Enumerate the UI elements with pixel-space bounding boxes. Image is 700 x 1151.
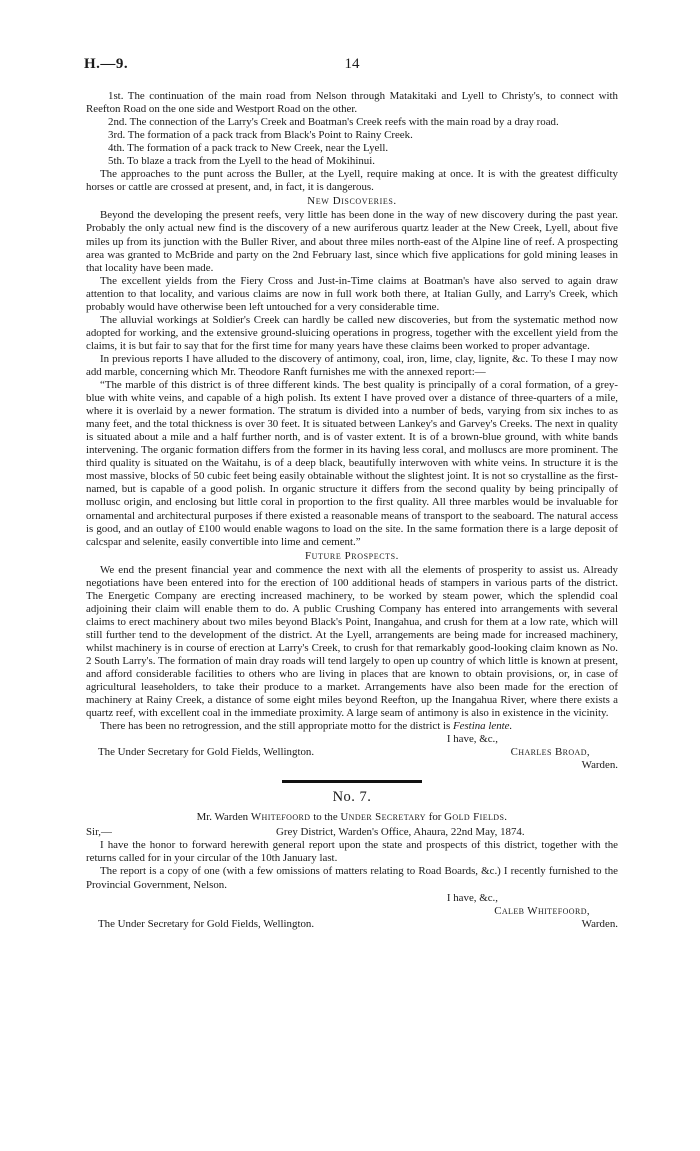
report-reference: H.—9. <box>84 56 129 72</box>
signature-row-1 <box>86 733 618 746</box>
section-heading-future-prospects: Future Prospects. <box>305 549 399 562</box>
signatory-title: Warden. <box>581 759 618 772</box>
closing-text: There has been no retrogression, and the still appropriate motto for the district is <box>100 720 453 733</box>
addressee: The Under Secretary for Gold Fields, Wellington. <box>98 917 315 930</box>
letter-paragraph: The report is a copy of one (with a few omissions of matters relating to Road Boards, &c.) I recently furnished to the Provincial Government, Nelson. <box>86 865 618 891</box>
closing-sentence <box>86 720 618 733</box>
road-item-4: 4th. The formation of a pack track to New Creek, near the Lyell. <box>108 142 389 155</box>
salutation: Sir,— <box>86 826 112 839</box>
new-discoveries-paragraph: The excellent yields from the Fiery Cross and Just-in-Time claims at Boatman's have also served to again draw attention to that locality, and various claims are now in full work both there, at Italian Gully, and Larry's Creek, which probably would have otherwise been left untouched for a very considerable time. <box>86 274 618 313</box>
place-date: Grey District, Warden's Office, Ahaura, 22nd May, 1874. <box>276 826 525 839</box>
section-heading-new-discoveries: New Discoveries. <box>307 195 397 208</box>
motto: Festina lente. <box>452 720 513 733</box>
warden-name: Whitefoord <box>250 811 311 824</box>
addressee: The Under Secretary for Gold Fields, Wellington. <box>98 746 315 759</box>
section-divider <box>282 780 422 783</box>
letter-title-part: to the <box>310 811 341 824</box>
page-number: 14 <box>344 56 360 72</box>
letter-title-part: Mr. Warden <box>196 811 251 824</box>
marble-report-quote: “The marble of this district is of three different kinds. The best quality is principally of a coral formation, of a grey-blue with white veins, and capable of a high polish. Its extent I have proved over a distance of three-quarters of a mile, where it is overlaid by a newer formation. The stratum is divided into a number of beds, varying from six inches to as many feet, and the total thickness is over 30 feet. It is situated between Lankey's and Garvey's Creeks. The next in quality is situated about a mile and a half further north, and is of vaster extent. It is of a brown-blue ground, with white bands intervening. The organic formation differs from the former in its having less coral, and molluscs are more prominent. The third quality is situated on the Waitahu, is of a deep black, beautifully interwoven with white veins. In structure it is the most massive, blocks of 50 cubic feet being easily obtainable without the slightest joint. It is not so crystalline as the first-named, but is capable of a good polish. In organic structure it differs from the second quality by being principally of mollusc origin, and enclosing but little coral in proportion to the first quality. All three marbles would be invaluable for ornamental and architectural purposes if there existed a reasonable means of transport to the seaboard. The natural access is good, and an outlay of £100 would enable wagons to load on the site. In the same formation there is a large deposit of calcspar and selenite, easily convertible into lime and cement.” <box>86 379 618 548</box>
future-prospects-paragraph: We end the present financial year and commence the next with all the elements of prosperity to assist us. Already negotiations have been entered into for the erection of 100 additional heads of stampers in various parts of the district. The Energetic Company are erecting increased machinery, to be worked by steam power, which the splendid coal adjoining their claim will enable them to do. A public Crushing Company has entered into arrangements with several claims to erect machinery about two miles beyond Black's Point, Inangahua, and crush for them at a low rate, which will still further tend to the development of the district. At the Lyell, arrangements are being made for increased machinery, whilst machinery is in course of erection at Larry's Creek, to crush for that remarkably good-looking claim known as No. 2 South Larry's. The formation of main dray roads will tend largely to open up country of which little is known at present, and afford considerable facilities to others who are living in places that are known to obtain provisions, or, in case of agricultural leaseholders, to take their produce to a market. Arrangements have also been made for the erection of machinery at Rainy Creek, a distance of some eight miles beyond Reefton, up the Inangahua River, where there exists a quartz reef, with excellent coal in the immediate proximity. A large seam of antimony is also in existence in the vicinity. <box>86 563 618 720</box>
signature-row-6 <box>86 918 618 931</box>
letter-paragraph: I have the honor to forward herewith general report upon the state and prospects of this district, together with the returns called for in your circular of the 10th January last. <box>86 839 618 865</box>
road-item-5: 5th. To blaze a track from the Lyell to the head of Mokihinui. <box>108 155 375 168</box>
valediction: I have, &c., <box>446 891 498 904</box>
road-item-1: 1st. The continuation of the main road from Nelson through Matakitaki and Lyell to Christy's, to connect with Reefton Road on the one side and Westport Road on the other. <box>86 90 618 116</box>
signatory-title: Warden. <box>581 917 618 930</box>
new-discoveries-paragraph: The alluvial workings at Soldier's Creek can hardly be called new discoveries, but from the systematic method now adopted for working, and the extensive ground-sluicing operations in progress, together with the excellent yield from the claims, it is but fair to say that for the first time for many years have these claims been worked to proper advantage. <box>86 313 618 352</box>
valediction: I have, &c., <box>446 733 498 746</box>
signatory-name: Caleb Whitefoord, <box>494 904 590 917</box>
letter-title-part: for <box>425 811 445 824</box>
signatory-name: Charles Broad, <box>510 746 590 759</box>
punt-approaches-paragraph: The approaches to the punt across the Buller, at the Lyell, require making at once. It is with the greatest difficulty horses or cattle are crossed at present, and, in fact, it is dangerous. <box>86 168 618 194</box>
road-item-2: 2nd. The connection of the Larry's Creek and Boatman's Creek reefs with the main road by a dray road. <box>108 116 559 129</box>
signature-row-5 <box>86 905 618 918</box>
signature-row-3 <box>86 759 618 772</box>
recipient-title: Under Secretary <box>340 811 426 824</box>
recipient-dept: Gold Fields. <box>444 811 508 824</box>
new-discoveries-paragraph: In previous reports I have alluded to the discovery of antimony, coal, iron, lime, clay, lignite, &c. To these I may now add marble, concerning which Mr. Theodore Ranft furnishes me with the annexed report:— <box>86 352 618 378</box>
letter-title <box>86 811 618 824</box>
new-discoveries-paragraph: Beyond the developing the present reefs, very little has been done in the way of new discovery during the past year. Probably the only actual new find is the discovery of a new auriferous quartz leader at the New Creek, Lyell, about five miles up from its junction with the Buller River, and about three miles north-east of the Alpine line of reef. A prospecting area was granted to McBride and party on the 2nd February last, since which five applications for gold mining leases in that locality have been made. <box>86 209 618 274</box>
signature-row-4 <box>86 892 618 905</box>
letter-number: No. 7. <box>332 789 372 806</box>
page-header <box>86 58 618 78</box>
signature-row-2 <box>86 746 618 759</box>
salutation-row <box>86 826 618 839</box>
road-item-3: 3rd. The formation of a pack track from Black's Point to Rainy Creek. <box>108 129 413 142</box>
